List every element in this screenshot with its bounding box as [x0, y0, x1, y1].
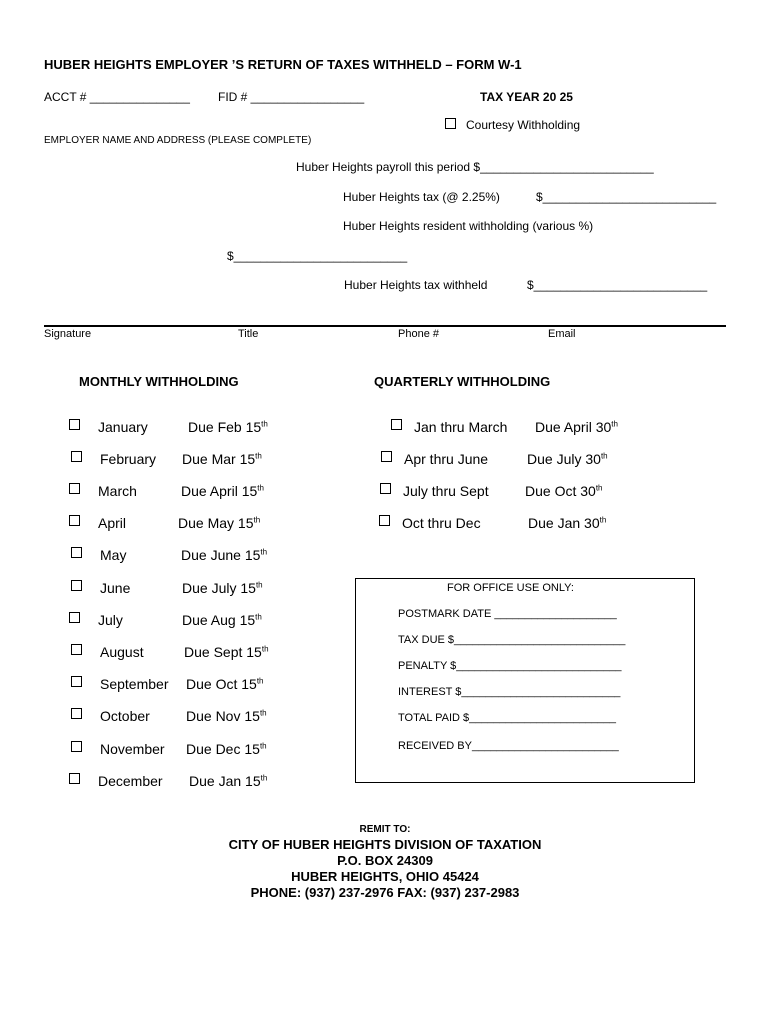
courtesy-withholding-checkbox[interactable]: [445, 118, 456, 129]
postmark-date-field[interactable]: POSTMARK DATE ____________________: [398, 608, 617, 620]
month-checkbox-november[interactable]: [71, 741, 82, 752]
month-checkbox-june[interactable]: [71, 580, 82, 591]
resident-withholding-field[interactable]: $__________________________: [227, 249, 408, 263]
due-date: Due Feb 15th: [188, 419, 268, 435]
email-label: Email: [548, 328, 576, 340]
month-checkbox-march[interactable]: [69, 483, 80, 494]
month-label: November: [100, 741, 165, 757]
acct-field[interactable]: ACCT # _______________: [44, 90, 190, 104]
quarter-label: Jan thru March: [414, 419, 508, 435]
quarter-label: July thru Sept: [403, 483, 489, 499]
due-date: Due Aug 15th: [182, 612, 262, 628]
month-label: February: [100, 451, 157, 467]
payroll-field[interactable]: Huber Heights payroll this period $__________________________: [296, 160, 654, 174]
month-label: January: [98, 419, 148, 435]
due-date: Due Sept 15th: [184, 644, 269, 660]
month-label: May: [100, 547, 127, 563]
due-date: Due Oct 30th: [525, 483, 603, 499]
month-checkbox-august[interactable]: [71, 644, 82, 655]
month-checkbox-april[interactable]: [69, 515, 80, 526]
due-date: Due July 30th: [527, 451, 608, 467]
month-label: September: [100, 676, 169, 692]
employer-name-address-label: EMPLOYER NAME AND ADDRESS (PLEASE COMPLETE): [44, 135, 312, 146]
month-checkbox-december[interactable]: [69, 773, 80, 784]
courtesy-withholding-label: Courtesy Withholding: [466, 118, 581, 132]
tax-due-field[interactable]: TAX DUE $____________________________: [398, 634, 626, 646]
due-date: Due Mar 15th: [182, 451, 262, 467]
month-label: March: [98, 483, 137, 499]
resident-withholding-label: Huber Heights resident withholding (various %): [343, 219, 594, 233]
tax-year: TAX YEAR 20 25: [480, 90, 573, 104]
penalty-field[interactable]: PENALTY $___________________________: [398, 660, 622, 672]
due-date: Due April 30th: [535, 419, 618, 435]
month-label: April: [98, 515, 127, 531]
tax-rate-label: Huber Heights tax (@ 2.25%): [343, 190, 500, 204]
phone-label: Phone #: [398, 328, 439, 340]
interest-field[interactable]: INTEREST $__________________________: [398, 686, 621, 698]
total-paid-field[interactable]: TOTAL PAID $________________________: [398, 712, 616, 724]
title-label: Title: [238, 328, 259, 340]
month-label: August: [100, 644, 144, 660]
month-label: December: [98, 773, 163, 789]
due-date: Due July 15th: [182, 580, 263, 596]
signature-label: Signature: [44, 328, 92, 340]
due-date: Due June 15th: [181, 547, 268, 563]
form-title: HUBER HEIGHTS EMPLOYER ’S RETURN OF TAXES WITHHELD – FORM W-1: [44, 57, 522, 72]
month-checkbox-october[interactable]: [71, 708, 82, 719]
remit-line-4: PHONE: (937) 237-2976 FAX: (937) 237-2983: [250, 885, 520, 900]
quarter-label: Apr thru June: [404, 451, 489, 467]
month-label: June: [100, 580, 131, 596]
due-date: Due April 15th: [181, 483, 264, 499]
received-by-field[interactable]: RECEIVED BY________________________: [398, 740, 619, 752]
due-date: Due Oct 15th: [186, 676, 264, 692]
due-date: Due Jan 30th: [528, 515, 607, 531]
due-date: Due Nov 15th: [186, 708, 267, 724]
month-checkbox-may[interactable]: [71, 547, 82, 558]
due-date: Due May 15th: [178, 515, 261, 531]
quarter-checkbox-q3[interactable]: [380, 483, 391, 494]
quarter-label: Oct thru Dec: [402, 515, 481, 531]
remit-line-2: P.O. BOX 24309: [337, 853, 433, 868]
tax-withheld-label: Huber Heights tax withheld: [344, 278, 488, 292]
month-label: July: [98, 612, 123, 628]
quarter-checkbox-q1[interactable]: [391, 419, 402, 430]
remit-line-1: CITY OF HUBER HEIGHTS DIVISION OF TAXATION: [228, 837, 542, 852]
signature-line: [44, 325, 726, 327]
tax-withheld-field[interactable]: $__________________________: [527, 278, 708, 292]
remit-to-label: REMIT TO:: [359, 824, 411, 835]
monthly-heading: MONTHLY WITHHOLDING: [79, 374, 239, 389]
due-date: Due Jan 15th: [189, 773, 268, 789]
due-date: Due Dec 15th: [186, 741, 267, 757]
office-use-title: FOR OFFICE USE ONLY:: [447, 582, 574, 594]
fid-field[interactable]: FID # _________________: [218, 90, 365, 104]
quarterly-heading: QUARTERLY WITHHOLDING: [374, 374, 551, 389]
month-checkbox-september[interactable]: [71, 676, 82, 687]
month-checkbox-january[interactable]: [69, 419, 80, 430]
month-checkbox-july[interactable]: [69, 612, 80, 623]
month-label: October: [100, 708, 150, 724]
quarter-checkbox-q2[interactable]: [381, 451, 392, 462]
month-checkbox-february[interactable]: [71, 451, 82, 462]
quarter-checkbox-q4[interactable]: [379, 515, 390, 526]
remit-line-3: HUBER HEIGHTS, OHIO 45424: [291, 869, 479, 884]
tax-amount-field[interactable]: $__________________________: [536, 190, 717, 204]
